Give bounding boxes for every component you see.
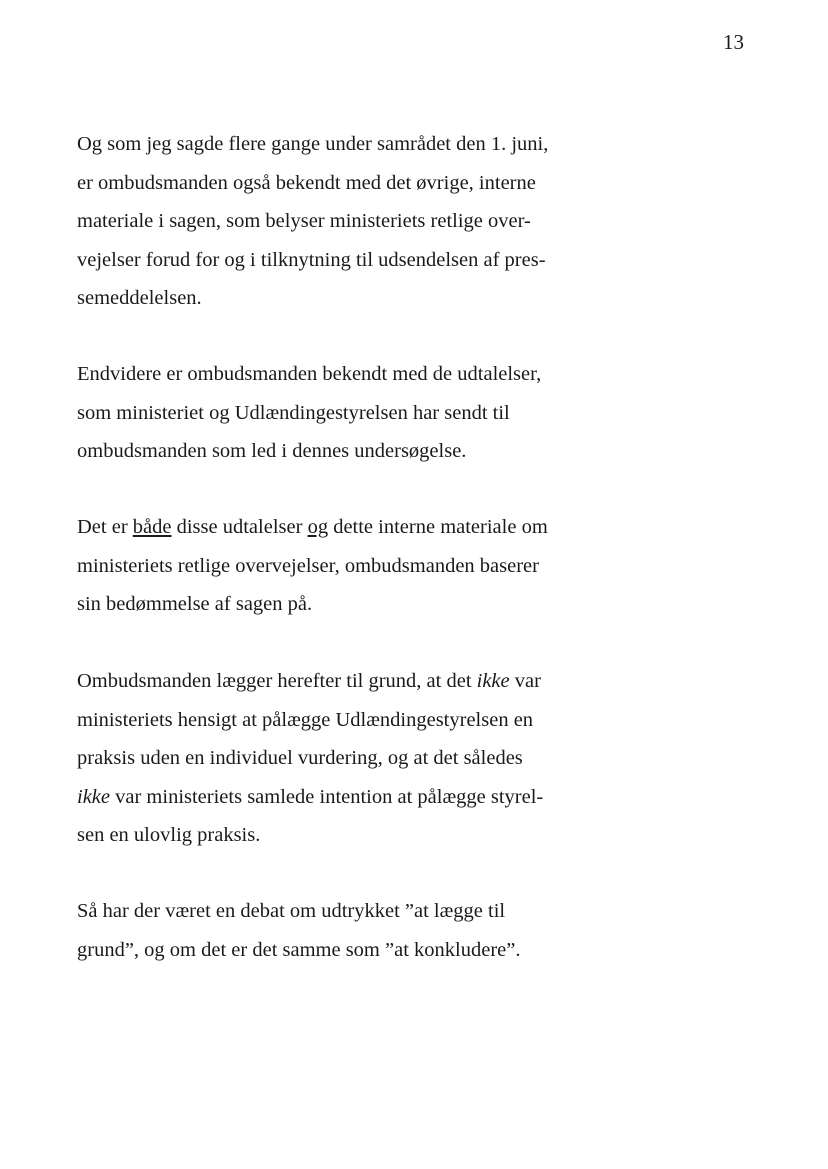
text-run: dette interne materiale om <box>328 516 548 538</box>
paragraph-line: materiale i sagen, som belyser ministeriets retlige over- <box>77 210 531 232</box>
paragraph-line: er ombudsmanden også bekendt med det øvrige, interne <box>77 171 536 194</box>
paragraph-line: semeddelelsen. <box>77 287 202 309</box>
paragraph-line <box>77 662 543 701</box>
paragraph-line: grund”, og om det er det samme som ”at konkludere”. <box>77 938 521 961</box>
paragraph-2 <box>77 355 541 471</box>
paragraph-line: sen en ulovlig praksis. <box>77 824 261 846</box>
italic-word: ikke <box>77 785 110 808</box>
paragraph-1 <box>77 125 548 318</box>
underlined-word: og <box>307 516 329 538</box>
text-run: var <box>509 670 541 692</box>
paragraph-5 <box>77 892 520 969</box>
paragraph-line: Og som jeg sagde flere gange under samrådet den 1. juni, <box>77 133 549 155</box>
paragraph-line: som ministeriet og Udlændingestyrelsen har sendt til <box>77 401 510 424</box>
paragraph-line <box>77 508 548 547</box>
paragraph-line: Endvidere er ombudsmanden bekendt med de udtalelser, <box>77 363 542 385</box>
paragraph-line: praksis uden en individuel vurdering, og at det således <box>77 747 523 769</box>
paragraph-line: ombudsmanden som led i dennes undersøgelse. <box>77 440 467 462</box>
text-run: disse udtalelser <box>171 516 308 538</box>
paragraph-4 <box>77 662 543 855</box>
paragraph-3 <box>77 508 548 624</box>
text-run: Det er <box>77 516 133 538</box>
paragraph-line: ministeriets retlige overvejelser, ombudsmanden baserer <box>77 554 539 577</box>
paragraph-line: Så har der været en debat om udtrykket ”at lægge til <box>77 900 506 922</box>
text-run: Ombudsmanden lægger herefter til grund, at det <box>77 670 477 692</box>
paragraph-line <box>77 778 543 817</box>
italic-word: ikke <box>476 670 510 692</box>
paragraph-line: sin bedømmelse af sagen på. <box>77 593 313 615</box>
paragraph-line: ministeriets hensigt at pålægge Udlændingestyrelsen en <box>77 708 534 731</box>
text-run: var ministeriets samlede intention at pålægge styrel- <box>110 785 544 808</box>
paragraph-line: vejelser forud for og i tilknytning til udsendelsen af pres- <box>77 248 546 271</box>
underlined-word: både <box>132 516 172 538</box>
page-number: 13 <box>723 30 744 54</box>
